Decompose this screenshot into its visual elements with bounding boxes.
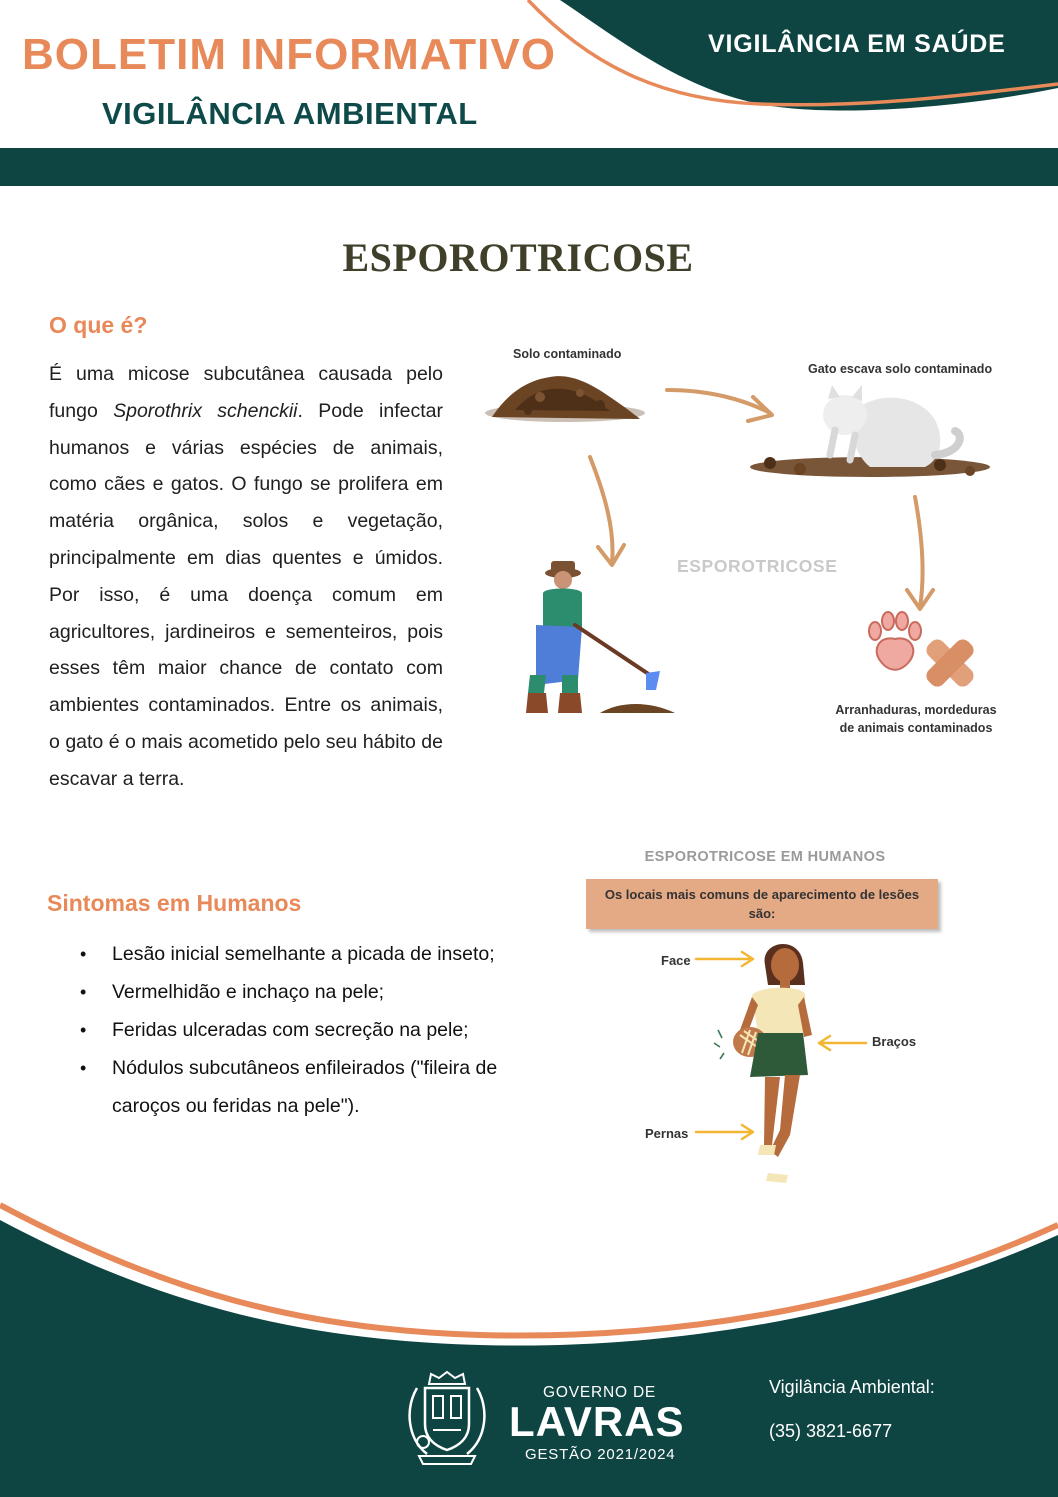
scratch-bite-icon — [869, 612, 977, 690]
woman-figure-icon — [714, 944, 812, 1183]
page-title: ESPOROTRICOSE — [342, 235, 694, 280]
department-label: VIGILÂNCIA EM SAÚDE — [708, 30, 1006, 58]
cycle-label-soil: Solo contaminado — [513, 347, 622, 361]
humans-diagram-title: ESPOROTRICOSE EM HUMANOS — [644, 849, 886, 865]
list-item: • Lesão inicial semelhante a picada de inseto; — [80, 935, 540, 973]
label-arms: Braços — [872, 1034, 917, 1049]
symptoms-list — [80, 935, 540, 1125]
arrow-soil-to-farmer-icon — [590, 457, 613, 563]
contact-phone: (35) 3821-6677 — [769, 1421, 893, 1441]
arrow-legs-icon — [696, 1125, 753, 1139]
what-is-heading: O que é? — [49, 312, 148, 338]
header-band — [0, 148, 1058, 186]
list-item: • Vermelhidão e inchaço na pele; — [80, 973, 540, 1011]
paragraph-part-2: . Pode infectar humanos e várias espécies de animais, como cães e gatos. O fungo se prolifera em matéria orgânica, solos e vegetação, principalmente em dias quentes e úmidos. Por isso, é uma doença comum em agricultores, jardineiros e sementeiros, pois esses têm maior chance de contato com ambientes contaminados. Entre os animais, o gato é o mais acometido pelo seu hábito de escavar a terra. — [49, 399, 443, 790]
cycle-label-scratches: Arranhaduras, mordeduras de animais contaminados — [835, 703, 997, 735]
species-name: Sporothrix schenckii — [113, 399, 298, 422]
cat-digging-icon — [750, 385, 990, 477]
government-label: GOVERNO DE — [543, 1384, 657, 1401]
bulletin-title: BOLETIM INFORMATIVO — [22, 30, 556, 79]
lavras-coat-of-arms-icon — [397, 1368, 497, 1468]
city-name: LAVRAS — [509, 1398, 685, 1445]
list-item: • Feridas ulceradas com secreção na pele; — [80, 1011, 540, 1049]
bulletin-subtitle: VIGILÂNCIA AMBIENTAL — [102, 96, 478, 131]
cycle-label-cat: Gato escava solo contaminado — [808, 362, 993, 376]
human-lesion-illustration — [640, 935, 940, 1190]
arrow-face-icon — [696, 952, 753, 966]
label-face: Face — [661, 953, 691, 968]
arrow-cat-to-paws-icon — [915, 497, 922, 607]
cycle-center-label: ESPOROTRICOSE — [677, 556, 838, 576]
what-is-paragraph — [49, 356, 443, 798]
transmission-cycle-illustration — [470, 335, 1030, 755]
humans-info-box: Os locais mais comuns de aparecimento de lesões são: — [586, 879, 938, 929]
arrow-soil-to-cat-icon — [667, 390, 770, 413]
administration-term: GESTÃO 2021/2024 — [525, 1446, 676, 1463]
paragraph-part-1: É uma micose subcutânea causada pelo fungo — [49, 363, 443, 422]
soil-pile-icon — [485, 376, 645, 422]
contact-label: Vigilância Ambiental: — [769, 1377, 935, 1397]
list-item: • Nódulos subcutâneos enfileirados ("fileira de caroços ou feridas na pele"). — [80, 1049, 540, 1125]
label-legs: Pernas — [645, 1126, 689, 1141]
arrow-arms-icon — [819, 1036, 866, 1050]
symptoms-heading: Sintomas em Humanos — [47, 890, 302, 916]
farmer-icon — [526, 561, 675, 713]
